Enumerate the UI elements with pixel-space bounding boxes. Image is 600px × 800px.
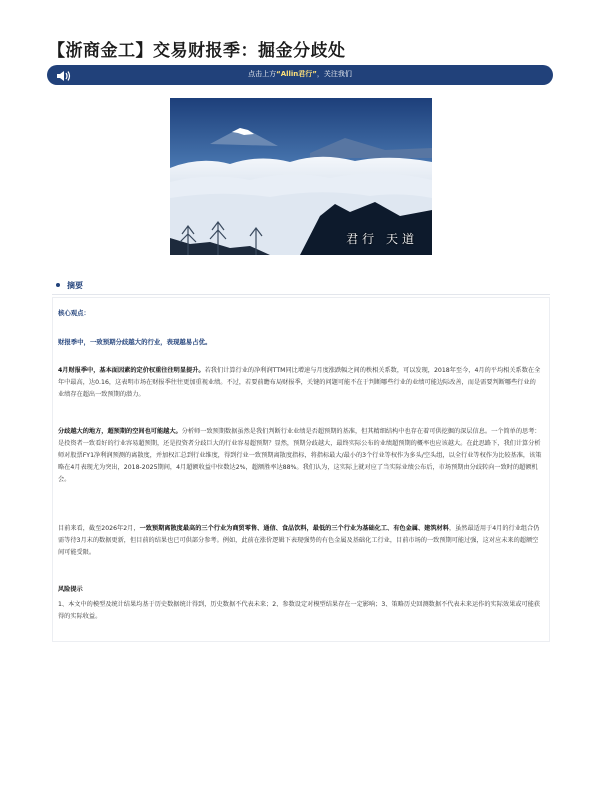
core-points-label: 核心观点：	[58, 309, 90, 317]
paragraph-current-view	[58, 523, 542, 559]
follow-prefix: 点击上方	[248, 70, 277, 78]
paragraph-3-bold: 一致预期离散度最高的三个行业为商贸零售、通信、食品饮料，最低的三个行业为基础化工、有色金属、建筑材料	[139, 525, 449, 532]
paragraph-1-text: 若我们计算行业的净利润TTM同比增速与月度涨跌幅之间的秩相关系数，可以发现，2018年至今，4月的平均相关系数在全年中最高，达0.16，这表明市场在财报季往往更加重视业绩。不过，若要前瞻布局财报季，关键的问题可能不在于判断哪些行业的业绩可能边际改善，而是需要判断哪些行业的业绩存在超出一致预期的潜力。	[58, 367, 541, 398]
follow-suffix: ，关注我们	[316, 70, 352, 78]
hero-caption: 君行 天道	[346, 232, 418, 246]
account-name[interactable]: “Allin君行”	[276, 70, 317, 78]
paragraph-3-text: ，虽然最适用于4月的行业组合仍需等待3月末的数据更新，但目前的结果也已可供部分参考。例如，此前在涨价逻辑下表现强势的有色金属及基础化工行业，目前市场的一致预期可能过强，这对应未来的超额空间可能受限。	[58, 525, 540, 556]
follow-banner[interactable]	[47, 65, 553, 85]
page-title: 【浙商金工】交易财报季：掘金分歧处	[48, 41, 346, 61]
paragraph-earnings-season	[58, 365, 542, 401]
bullet-icon	[56, 283, 60, 287]
paragraph-2-bold: 分歧越大的地方，超预期的空间也可能越大。	[58, 428, 182, 435]
paragraph-1-bold: 4月财报季中，基本面因素的定价权重往往明显提升。	[58, 367, 205, 374]
paragraph-2-text: 分析师一致预期数据虽然是我们判断行业业绩是否超预期的基准，但其精细结构中也存在着可供挖掘的深层信息。一个简单的思考：是投资者一致看好的行业容易超预期，还是投资者分歧巨大的行业容易超预期？显然，预期分歧越大，最终实际公布的业绩超预期的概率也应该越大。在此思路下，我们计算分析师对股票FY1净利润预测的离散度，并加权汇总到行业维度，得到行业一致预期离散度指标，将指标最大/最小的3个行业等权作为多头/空头组，以全行业等权作为比较基准，该策略在4月表现尤为突出，2018-2025期间，4月超额收益中位数达2%，超额胜率达88%。我们认为，这实际上就对应了当实际业绩公布后，市场预期由分歧转向一致时的超额机会。	[58, 428, 542, 483]
summary-heading	[56, 279, 83, 291]
hero-image	[170, 98, 432, 255]
risk-title: 风险提示	[58, 586, 83, 593]
follow-prompt	[47, 69, 553, 79]
paragraph-divergence	[58, 426, 542, 486]
divider	[52, 294, 550, 295]
lead-statement: 财报季中，一致预期分歧越大的行业，表现越易占优。	[58, 338, 212, 346]
paragraph-3-intro: 目前来看，截至2026年2月，	[58, 525, 140, 532]
summary-heading-label: 摘要	[67, 280, 83, 290]
risk-body: 1、本文中的模型及统计结果均基于历史数据统计得到，历史数据不代表未来；2、参数设定对模型结果存在一定影响；3、策略历史回测数据不代表未来运作的实际效果或可能获得的实际收益。	[58, 601, 541, 620]
